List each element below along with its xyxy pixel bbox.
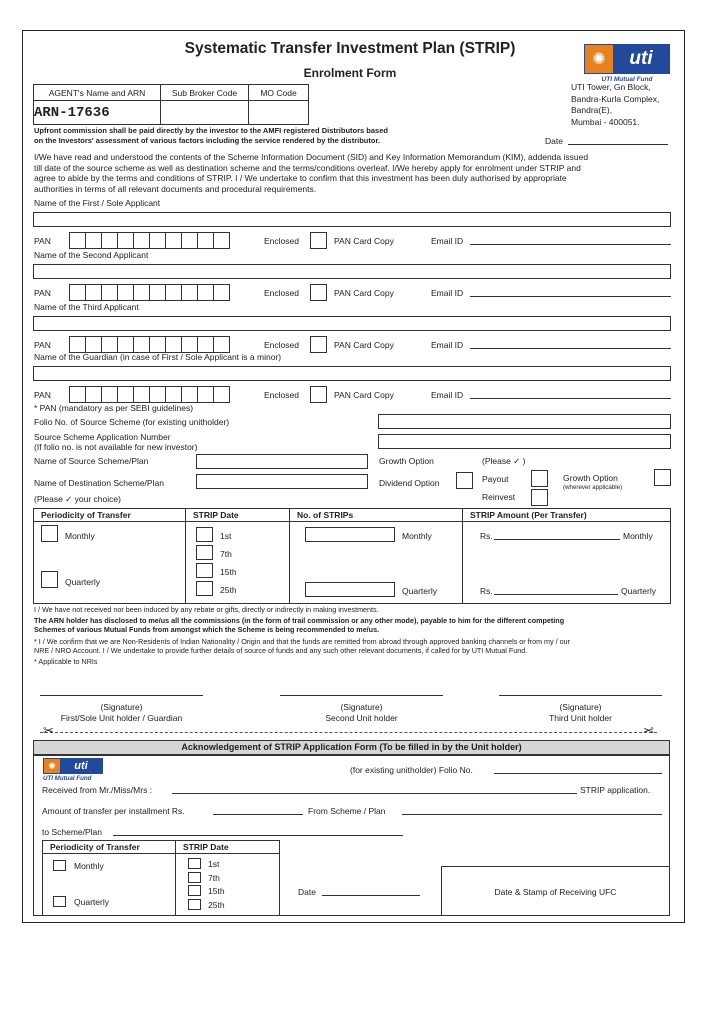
pan-char-box[interactable] bbox=[149, 386, 166, 403]
wherever-applicable: (wherever applicable) bbox=[563, 484, 623, 491]
pan-card-label: PAN Card Copy bbox=[334, 288, 394, 298]
pan-label: PAN bbox=[34, 236, 51, 246]
pan-char-box[interactable] bbox=[165, 336, 182, 353]
signature-third: (Signature) Third Unit holder bbox=[549, 702, 612, 723]
ack-received-label: Received from Mr./Miss/Mrs : bbox=[42, 785, 153, 795]
pan-char-box[interactable] bbox=[101, 386, 118, 403]
strip-date-label: 1st bbox=[220, 531, 232, 541]
sub-broker-cell[interactable] bbox=[161, 101, 249, 125]
folio-input[interactable] bbox=[378, 414, 671, 429]
reinvest-label: Reinvest bbox=[482, 492, 516, 502]
applicant-name-label: Name of the Second Applicant bbox=[34, 250, 149, 260]
app-number-input[interactable] bbox=[378, 434, 671, 449]
ack-stamp-label: Date & Stamp of Receiving UFC bbox=[494, 887, 617, 897]
email-label: Email ID bbox=[431, 340, 464, 350]
applicant-name-label: Name of the Third Applicant bbox=[34, 302, 139, 312]
monthly-strips-label: Monthly bbox=[402, 531, 432, 541]
pan-char-box[interactable] bbox=[213, 336, 230, 353]
ack-strip-date-header: STRIP Date bbox=[176, 841, 280, 854]
pan-card-label: PAN Card Copy bbox=[334, 390, 394, 400]
ack-strip-date-checkbox[interactable] bbox=[188, 872, 201, 883]
ack-logo-caption: UTI Mutual Fund bbox=[43, 775, 92, 782]
quarterly-strips-label: Quarterly bbox=[402, 586, 437, 596]
pan-char-box[interactable] bbox=[117, 284, 134, 301]
strip-date-checkbox[interactable] bbox=[196, 527, 213, 542]
pan-char-box[interactable] bbox=[101, 336, 118, 353]
pan-char-box[interactable] bbox=[197, 336, 214, 353]
quarterly-label: Quarterly bbox=[65, 577, 100, 587]
declaration-text: I/We have read and understood the contents of the Scheme Information Document (SID) and Key Information Memorandum (KIM), addenda issued till date of the source scheme as well as destination scheme and the terms/conditions overleaf. I/We hereby apply for enrolment under STRIP and agree to abide by the terms and conditions of STRIP. I / We undertake to confirm that this investment has been duly authorised by appropriate authorities in terms of all relevant documents and procedural requirements. bbox=[34, 152, 589, 194]
ack-strip-date-label: 7th bbox=[208, 873, 220, 883]
logo-caption: UTI Mutual Fund bbox=[601, 76, 653, 83]
ack-periodicity-header: Periodicity of Transfer bbox=[43, 841, 176, 854]
signature-second: (Signature) Second Unit holder bbox=[325, 702, 398, 723]
email-field[interactable] bbox=[470, 296, 671, 297]
pan-label: PAN bbox=[34, 390, 51, 400]
enclosed-label: Enclosed bbox=[264, 236, 299, 246]
pan-char-box[interactable] bbox=[117, 336, 134, 353]
pan-char-box[interactable] bbox=[69, 284, 86, 301]
pan-char-box[interactable] bbox=[85, 232, 102, 249]
app-number-sub: (If folio no. is not available for new investor) bbox=[34, 442, 198, 452]
enclosed-label: Enclosed bbox=[264, 390, 299, 400]
date-label: Date bbox=[545, 136, 563, 146]
ack-strip-date-checkbox[interactable] bbox=[188, 899, 201, 910]
reinvest-checkbox[interactable] bbox=[531, 489, 548, 506]
pan-char-box[interactable] bbox=[149, 284, 166, 301]
strip-date-checkbox[interactable] bbox=[196, 545, 213, 560]
logo-text: uti bbox=[613, 45, 669, 73]
payout-checkbox[interactable] bbox=[531, 470, 548, 487]
signature-first: (Signature) First/Sole Unit holder / Guardian bbox=[60, 702, 183, 723]
pan-char-box[interactable] bbox=[85, 284, 102, 301]
ack-date-field[interactable] bbox=[322, 895, 420, 896]
applicant-name-input[interactable] bbox=[33, 366, 671, 381]
quarterly-amount-suffix: Quarterly bbox=[621, 586, 656, 596]
disclaimer-arn-2: Schemes of various Mutual Funds from amongst which the Scheme is being recommended to me/us. bbox=[34, 625, 380, 634]
mo-code-header: MO Code bbox=[249, 85, 309, 101]
growth-option2-label: Growth Option bbox=[563, 473, 618, 483]
office-address: UTI Tower, Gn Block, Bandra-Kurla Complex, Bandra(E), Mumbai - 400051. bbox=[571, 82, 660, 127]
ack-strip-date-label: 1st bbox=[208, 859, 220, 869]
ack-monthly-label: Monthly bbox=[74, 861, 104, 871]
folio-label: Folio No. of Source Scheme (for existing unitholder) bbox=[34, 417, 230, 427]
pan-enclosed-checkbox[interactable] bbox=[310, 284, 327, 301]
payout-label: Payout bbox=[482, 474, 509, 484]
email-label: Email ID bbox=[431, 288, 464, 298]
pan-char-box[interactable] bbox=[69, 232, 86, 249]
email-field[interactable] bbox=[470, 398, 671, 399]
disclaimer-arn-1: The ARN holder has disclosed to me/us all the commissions (in the form of trail commission or any other mode), payable to him for the different competing bbox=[34, 616, 565, 625]
pan-input-boxes[interactable] bbox=[70, 284, 230, 301]
ack-received-field[interactable] bbox=[172, 793, 577, 794]
strip-date-header: STRIP Date bbox=[186, 509, 290, 522]
dividend-checkbox[interactable] bbox=[456, 472, 473, 489]
pan-char-box[interactable] bbox=[85, 386, 102, 403]
strip-date-label: 7th bbox=[220, 549, 232, 559]
applicant-name-input[interactable] bbox=[33, 212, 671, 227]
pan-char-box[interactable] bbox=[181, 386, 198, 403]
ack-from-label: From Scheme / Plan bbox=[308, 806, 386, 816]
applicant-name-input[interactable] bbox=[33, 316, 671, 331]
pan-card-label: PAN Card Copy bbox=[334, 236, 394, 246]
dest-scheme-input[interactable] bbox=[196, 474, 368, 489]
ack-quarterly-checkbox[interactable] bbox=[53, 896, 66, 907]
email-label: Email ID bbox=[431, 390, 464, 400]
app-number-label: Source Scheme Application Number bbox=[34, 432, 171, 442]
source-scheme-input[interactable] bbox=[196, 454, 368, 469]
applicant-name-label: Name of the First / Sole Applicant bbox=[34, 198, 161, 208]
pan-char-box[interactable] bbox=[165, 386, 182, 403]
enclosed-label: Enclosed bbox=[264, 288, 299, 298]
ack-to-field[interactable] bbox=[113, 835, 403, 836]
monthly-amount-suffix: Monthly bbox=[623, 531, 653, 541]
please-tick: (Please ✓ ) bbox=[482, 456, 526, 466]
monthly-rs-label: Rs. bbox=[480, 531, 493, 541]
pan-char-box[interactable] bbox=[69, 386, 86, 403]
enclosed-label: Enclosed bbox=[264, 340, 299, 350]
monthly-strips-input[interactable] bbox=[305, 527, 395, 542]
ack-heading: Acknowledgement of STRIP Application Form (To be filled in by the Unit holder) bbox=[33, 740, 670, 755]
ack-uti-logo bbox=[43, 758, 103, 774]
date-field[interactable] bbox=[568, 144, 668, 145]
form-subtitle: Enrolment Form bbox=[303, 66, 397, 80]
quarterly-strips-input[interactable] bbox=[305, 582, 395, 597]
please-choice: (Please ✓ your choice) bbox=[34, 494, 121, 504]
pan-char-box[interactable] bbox=[69, 336, 86, 353]
growth-option-label: Growth Option bbox=[379, 456, 434, 466]
disclaimer-nri-1: * I / We confirm that we are Non-Residents of Indian Nationality / Origin and that the funds are remitted from abroad through approved banking channels or from my / our bbox=[34, 637, 571, 646]
pan-char-box[interactable] bbox=[117, 386, 134, 403]
ack-folio-field[interactable] bbox=[494, 773, 662, 774]
ack-quarterly-label: Quarterly bbox=[74, 897, 109, 907]
ack-monthly-checkbox[interactable] bbox=[53, 860, 66, 871]
pan-char-box[interactable] bbox=[101, 232, 118, 249]
dividend-option-label: Dividend Option bbox=[379, 478, 440, 488]
pan-note: * PAN (mandatory as per SEBI guidelines) bbox=[34, 403, 194, 413]
source-scheme-label: Name of Source Scheme/Plan bbox=[34, 456, 149, 466]
uti-logo bbox=[584, 44, 670, 74]
pan-enclosed-checkbox[interactable] bbox=[310, 386, 327, 403]
pan-char-box[interactable] bbox=[181, 232, 198, 249]
ack-to-label: to Scheme/Plan bbox=[42, 827, 103, 837]
strip-date-checkbox[interactable] bbox=[196, 563, 213, 578]
applicant-name-input[interactable] bbox=[33, 264, 671, 279]
agent-name-header: AGENT's Name and ARN bbox=[34, 85, 161, 101]
pan-char-box[interactable] bbox=[133, 386, 150, 403]
ack-strip-date-checkbox[interactable] bbox=[188, 885, 201, 896]
pan-char-box[interactable] bbox=[149, 232, 166, 249]
pan-input-boxes[interactable] bbox=[70, 386, 230, 403]
strip-amount-header: STRIP Amount (Per Transfer) bbox=[463, 509, 671, 522]
ack-amount-field[interactable] bbox=[213, 814, 303, 815]
pan-char-box[interactable] bbox=[213, 232, 230, 249]
ack-strip-date-label: 15th bbox=[208, 886, 225, 896]
pan-input-boxes[interactable] bbox=[70, 336, 230, 353]
pan-char-box[interactable] bbox=[165, 284, 182, 301]
ack-strip-date-checkbox[interactable] bbox=[188, 858, 201, 869]
signature-line-2[interactable] bbox=[280, 695, 443, 696]
pan-char-box[interactable] bbox=[197, 386, 214, 403]
pan-label: PAN bbox=[34, 340, 51, 350]
disclaimer-no-rebate: I / We have not received nor been induced by any rebate or gifts, directly or indirectly in making investments. bbox=[34, 605, 379, 614]
scissors-icon: ✂ bbox=[43, 723, 54, 738]
quarterly-amount-field[interactable] bbox=[494, 594, 618, 595]
sub-broker-header: Sub Broker Code bbox=[161, 85, 249, 101]
monthly-amount-field[interactable] bbox=[494, 539, 620, 540]
strip-date-label: 15th bbox=[220, 567, 237, 577]
ack-amount-label: Amount of transfer per installment Rs. bbox=[42, 806, 185, 816]
ack-strip-app: STRIP application. bbox=[580, 785, 651, 795]
pan-char-box[interactable] bbox=[133, 336, 150, 353]
pan-char-box[interactable] bbox=[165, 232, 182, 249]
email-field[interactable] bbox=[470, 244, 671, 245]
no-strips-header: No. of STRIPs bbox=[290, 509, 463, 522]
arn-value: ARN-17636 bbox=[34, 105, 110, 121]
pan-char-box[interactable] bbox=[101, 284, 118, 301]
signature-line-1[interactable] bbox=[40, 695, 203, 696]
pan-char-box[interactable] bbox=[197, 284, 214, 301]
pan-char-box[interactable] bbox=[85, 336, 102, 353]
pan-char-box[interactable] bbox=[181, 336, 198, 353]
pan-char-box[interactable] bbox=[213, 386, 230, 403]
cut-line bbox=[40, 732, 657, 733]
growth-checkbox[interactable] bbox=[654, 469, 671, 486]
ack-folio-label: (for existing unitholder) Folio No. bbox=[350, 765, 473, 775]
signature-line-3[interactable] bbox=[499, 695, 662, 696]
pan-enclosed-checkbox[interactable] bbox=[310, 232, 327, 249]
disclaimer-nri-applicable: * Applicable to NRIs bbox=[34, 657, 98, 666]
disclaimer-nri-2: NRE / NRO Account. I / We undertake to provide further details of source of funds and any such other relevant documents, if called for by UTI Mutual Fund. bbox=[34, 646, 528, 655]
email-field[interactable] bbox=[470, 348, 671, 349]
monthly-checkbox[interactable] bbox=[41, 525, 58, 542]
strip-date-label: 25th bbox=[220, 585, 237, 595]
pan-char-box[interactable] bbox=[181, 284, 198, 301]
pan-char-box[interactable] bbox=[213, 284, 230, 301]
quarterly-checkbox[interactable] bbox=[41, 571, 58, 588]
pan-char-box[interactable] bbox=[117, 232, 134, 249]
pan-card-label: PAN Card Copy bbox=[334, 340, 394, 350]
pan-char-box[interactable] bbox=[133, 284, 150, 301]
upfront-note: Upfront commission shall be paid directly by the investor to the AMFI registered Distributors based on the Investors' assessment of various factors including the service rendered by the distributor. bbox=[34, 126, 388, 145]
kalpavriksha-icon: ✺ bbox=[585, 45, 613, 73]
pan-enclosed-checkbox[interactable] bbox=[310, 336, 327, 353]
quarterly-rs-label: Rs. bbox=[480, 586, 493, 596]
email-label: Email ID bbox=[431, 236, 464, 246]
dest-scheme-label: Name of Destination Scheme/Plan bbox=[34, 478, 164, 488]
form-title: Systematic Transfer Investment Plan (STRIP) bbox=[184, 40, 516, 57]
kalpavriksha-icon: ✺ bbox=[44, 759, 60, 773]
ack-date-label: Date bbox=[298, 887, 316, 897]
pan-label: PAN bbox=[34, 288, 51, 298]
pan-char-box[interactable] bbox=[149, 336, 166, 353]
ack-logo-text: uti bbox=[60, 759, 102, 773]
ack-strip-date-label: 25th bbox=[208, 900, 225, 910]
mo-code-cell[interactable] bbox=[249, 101, 309, 125]
strip-date-checkbox[interactable] bbox=[196, 581, 213, 596]
pan-input-boxes[interactable] bbox=[70, 232, 230, 249]
applicant-name-label: Name of the Guardian (in case of First / Sole Applicant is a minor) bbox=[34, 352, 282, 362]
periodicity-header: Periodicity of Transfer bbox=[34, 509, 186, 522]
ack-from-field[interactable] bbox=[402, 814, 662, 815]
scissors-icon: ✂ bbox=[643, 723, 654, 738]
monthly-label: Monthly bbox=[65, 531, 95, 541]
pan-char-box[interactable] bbox=[133, 232, 150, 249]
pan-char-box[interactable] bbox=[197, 232, 214, 249]
